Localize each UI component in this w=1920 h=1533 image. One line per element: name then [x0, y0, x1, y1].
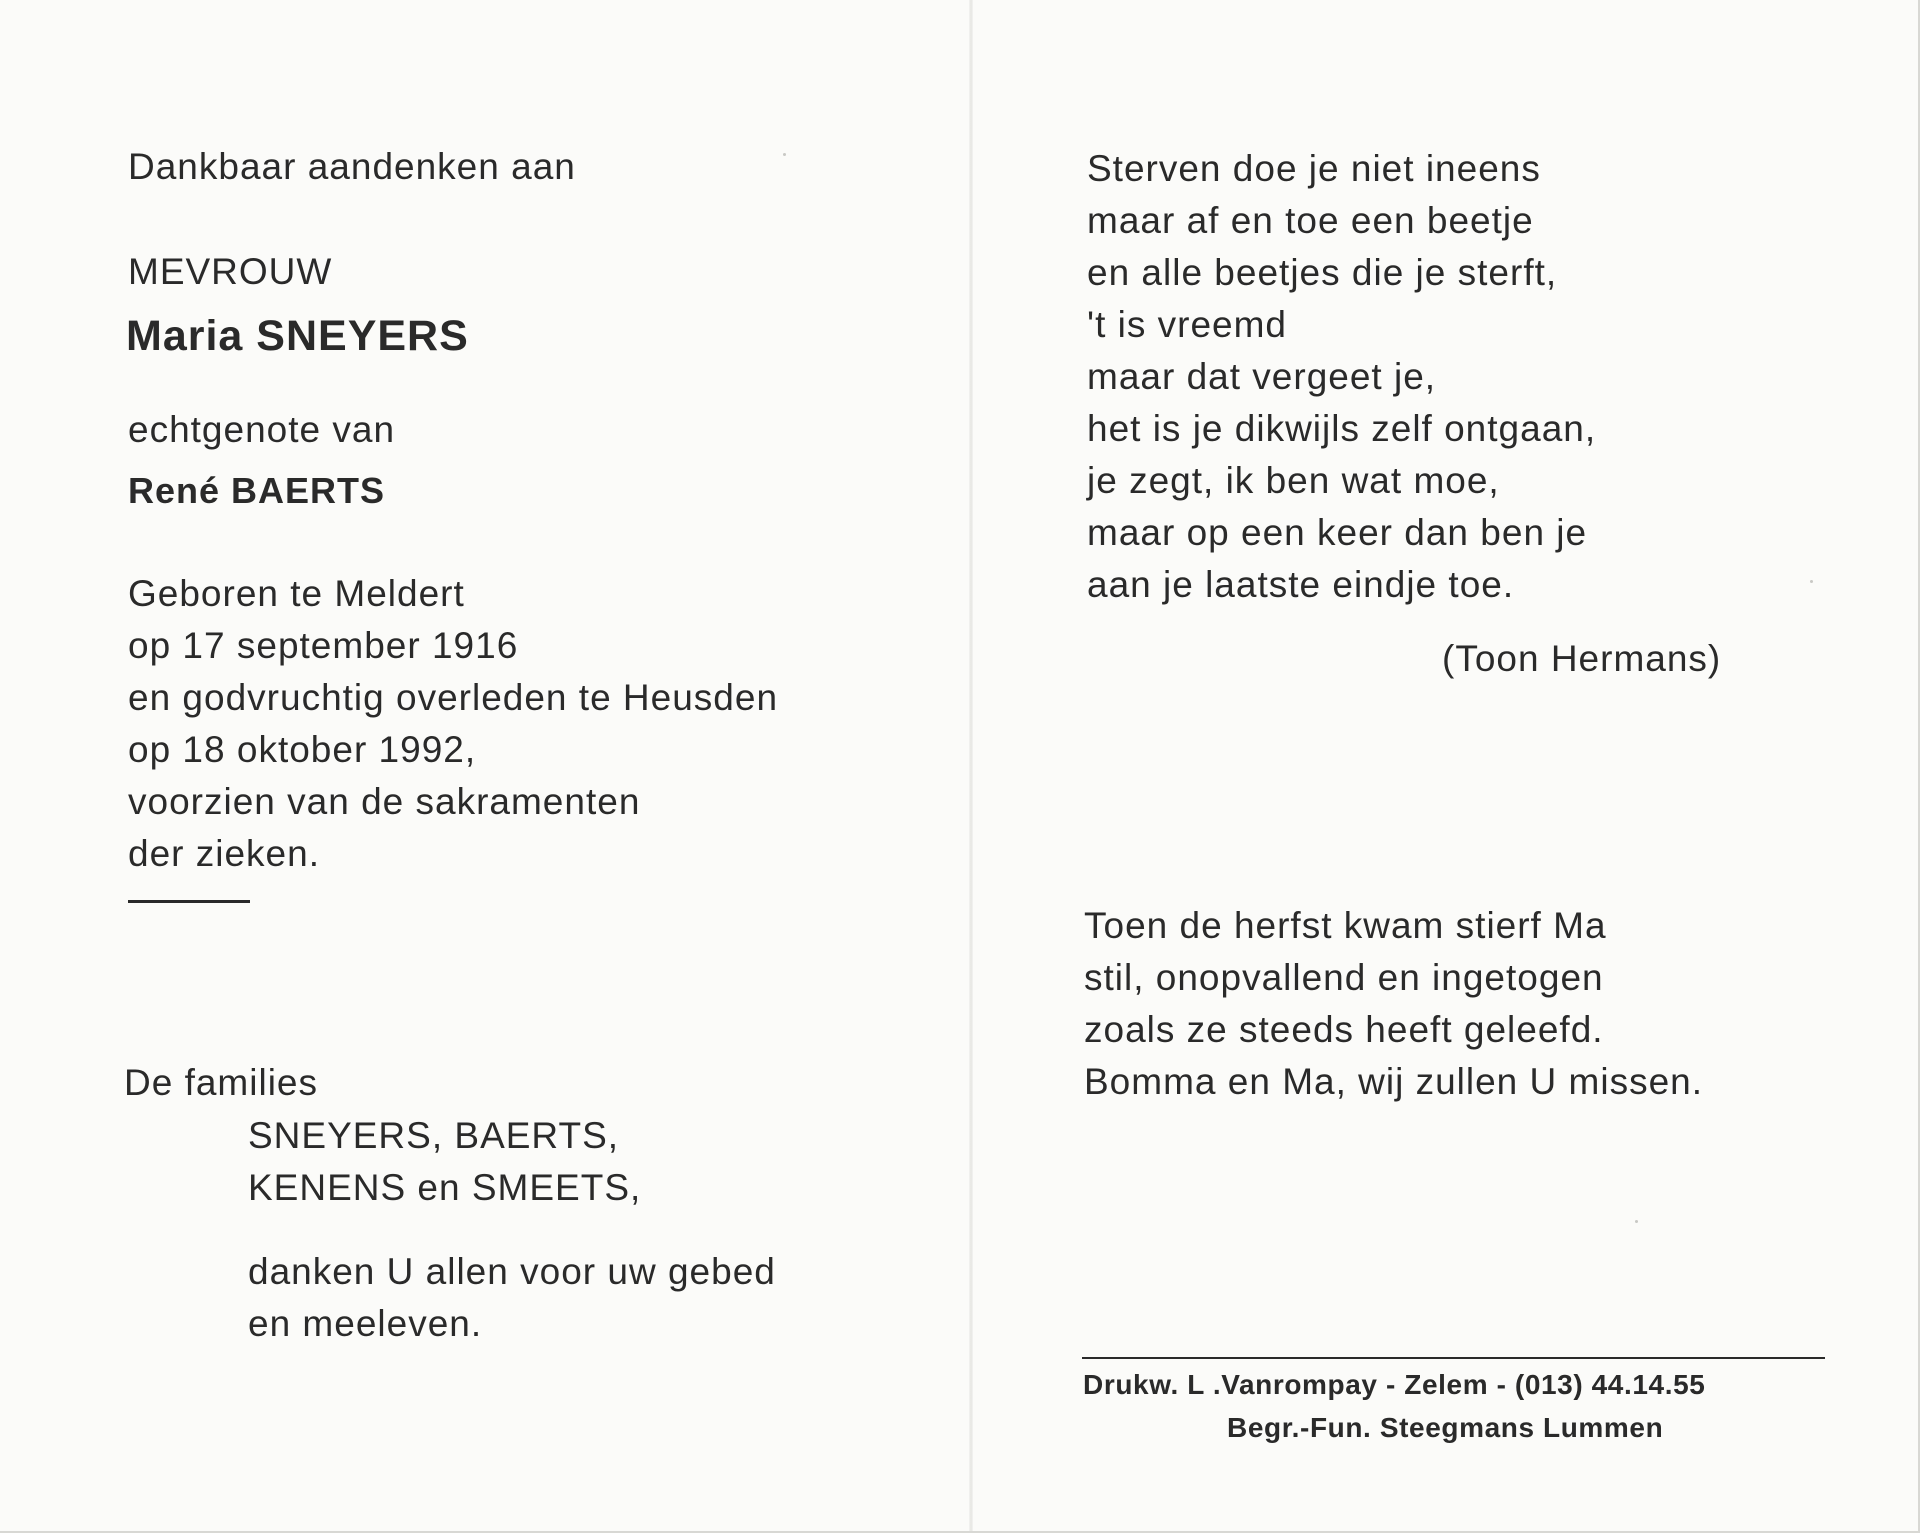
poem-line: maar op een keer dan ben je [1087, 512, 1588, 553]
honorific: MEVROUW [128, 251, 333, 292]
footer-rule [1082, 1357, 1825, 1359]
family-names: SNEYERS, BAERTS, [248, 1115, 620, 1156]
printer-credit: Drukw. L .Vanrompay - Zelem - (013) 44.14.55 [1083, 1369, 1706, 1400]
poem-line: maar dat vergeet je, [1087, 356, 1437, 397]
bio-line: en godvruchtig overleden te Heusden [128, 677, 779, 718]
bio-line: der zieken. [128, 833, 320, 874]
paper-speck [783, 153, 786, 156]
paper-speck [1810, 580, 1813, 583]
paper-speck [1635, 1220, 1638, 1223]
bio-line: Geboren te Meldert [128, 573, 465, 614]
bio-line: voorzien van de sakramenten [128, 781, 641, 822]
bio-line: op 18 oktober 1992, [128, 729, 477, 770]
poem-line: het is je dikwijls zelf ontgaan, [1087, 408, 1597, 449]
card-fold [969, 0, 973, 1533]
thanks-text: en meeleven. [248, 1303, 483, 1344]
verse-line: stil, onopvallend en ingetogen [1084, 957, 1604, 998]
families-label: De families [124, 1062, 318, 1103]
poem-line: aan je laatste eindje toe. [1087, 564, 1515, 605]
poem-line: 't is vreemd [1087, 304, 1287, 345]
poem-line: je zegt, ik ben wat moe, [1087, 460, 1500, 501]
poem-line: maar af en toe een beetje [1087, 200, 1534, 241]
deceased-name: Maria SNEYERS [126, 312, 469, 360]
poem-line: Sterven doe je niet ineens [1087, 148, 1541, 189]
divider [128, 900, 250, 903]
bio-line: op 17 september 1916 [128, 625, 519, 666]
spouse-label: echtgenote van [128, 409, 396, 450]
intro-text: Dankbaar aandenken aan [128, 146, 576, 187]
thanks-text: danken U allen voor uw gebed [248, 1251, 776, 1292]
poem-author: (Toon Hermans) [1442, 638, 1722, 679]
family-names: KENENS en SMEETS, [248, 1167, 642, 1208]
verse-line: zoals ze steeds heeft geleefd. [1084, 1009, 1604, 1050]
funeral-credit: Begr.-Fun. Steegmans Lummen [1227, 1412, 1664, 1443]
verse-line: Bomma en Ma, wij zullen U missen. [1084, 1061, 1704, 1102]
spouse-name: René BAERTS [128, 470, 386, 511]
poem-line: en alle beetjes die je sterft, [1087, 252, 1558, 293]
verse-line: Toen de herfst kwam stierf Ma [1084, 905, 1607, 946]
